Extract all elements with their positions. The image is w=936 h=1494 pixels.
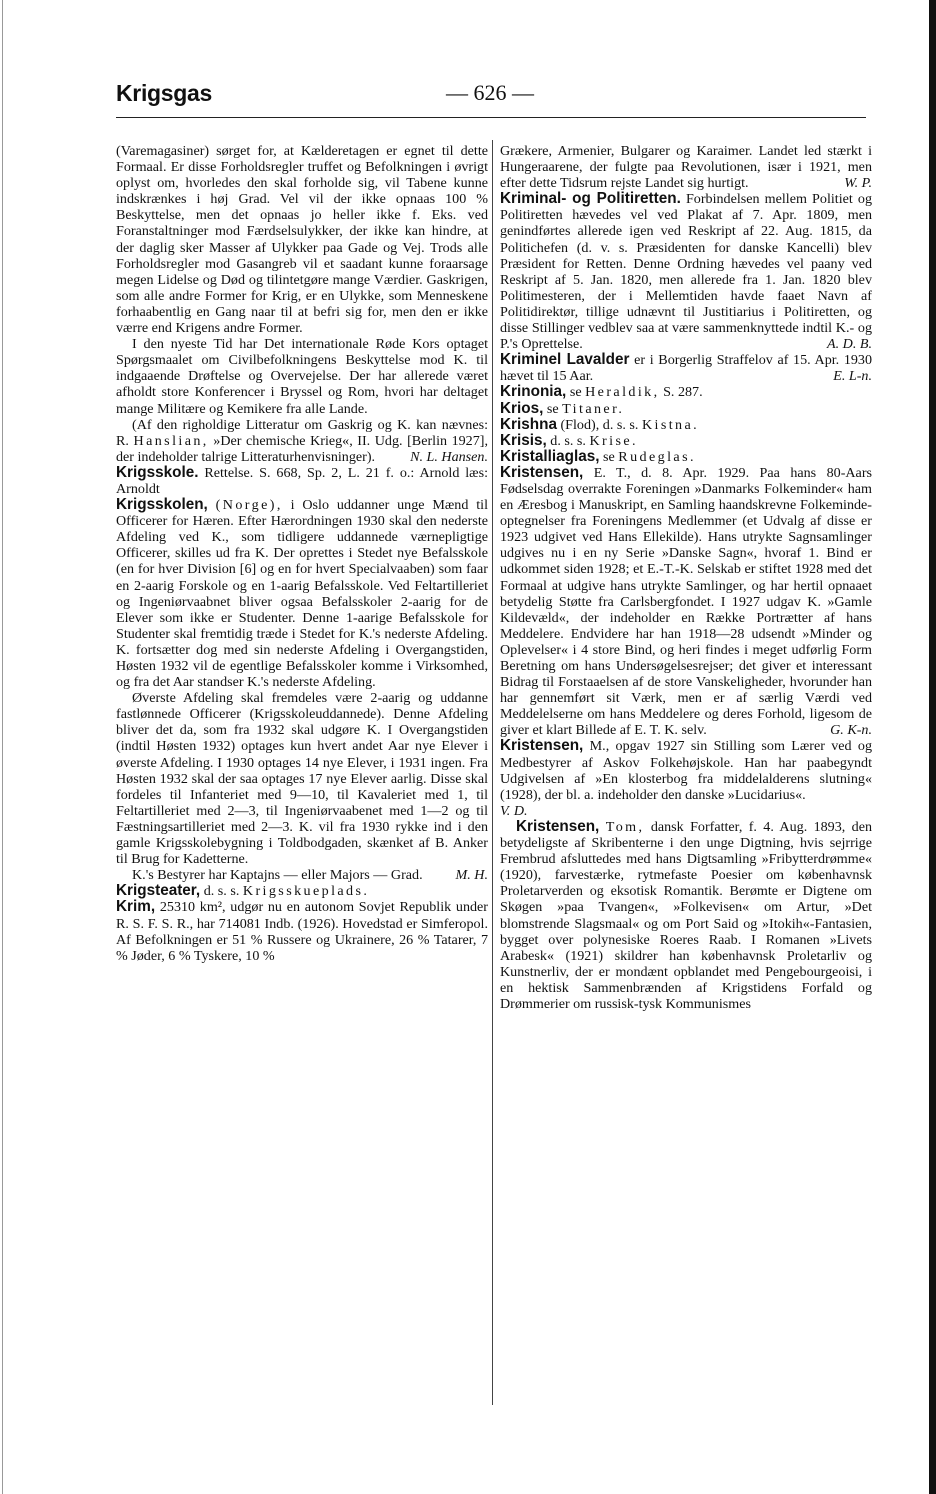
entry-text: Rettelse. S. 668, Sp. 2, L. 21 f. o.: Arnold læs: Arnoldt xyxy=(116,464,488,497)
right-column xyxy=(500,143,872,1012)
entry-kristalliaglas xyxy=(500,449,872,465)
headword: Krigsteater, xyxy=(116,882,201,900)
signature: G. K-n. xyxy=(830,722,872,739)
entry-text: se xyxy=(569,384,582,401)
signature: W. P. xyxy=(844,175,872,192)
paragraph: (Varemagasiner) sørget for, at Kælderetagen er egnet til dette Formaal. Er disse Forholdsregler truffet og Befolkningen i øvrigt oplyst om, hvorledes den skal forholde sig, vil Tabene kunne indskrænkes i høj Grad. Vel vil der ikke opnaas 100 % Beskyttelse, men det opnaas jo heller ikke f. Eks. ved Foranstaltninger mod Færdselsulykker, der ikke kan hindre, at der daglig sker Masser af Ulykker paa Gade og Vej. Trods alle Forholdsregler mod Gasangreb vil et saadant kunne foraarsage megen Lidelse og Død og tilintetgøre mange Værdier. Gaskrigen, som alle andre Former for Krig, er en Ulykke, som Menneskene forhaabentlig en Gang naar til at befri sig for, men den er ikke værre end Krigens andre Former. xyxy=(116,143,488,337)
entry-krigsteater xyxy=(116,883,488,899)
entry-kristensen-tom xyxy=(500,819,872,1012)
entry-kristensen-et xyxy=(500,465,872,739)
page-number: — 626 — xyxy=(446,80,534,105)
signature: E. L-n. xyxy=(833,368,872,385)
headword: Krigsskolen, xyxy=(116,496,208,514)
cross-reference: Kistna. xyxy=(641,416,700,433)
paragraph xyxy=(116,867,488,883)
cross-reference: Krigsskueplads. xyxy=(242,883,370,900)
scan-edge-right xyxy=(929,0,936,1494)
paragraph xyxy=(500,143,872,191)
entry-krigsskole xyxy=(116,465,488,497)
signature: V. D. xyxy=(500,802,528,819)
entry-text: dansk Forfatter, f. 4. Aug. 1893, den betydeligste af Skribenterne i den unge Digtning, hvis sejrrige Frembrud afsluttedes med hans Digtsamling »Fribytterdrømme« (1920), farvestærke, rytmefaste Poesier om københavnsk Proletarverden og eksotisk Romantik. Berømte er Digtene om Skøgen »paa Tvangen«, »Folkevisen« om Artur, »Det blomstrende Slagsmaal« og om Port Said og »Itokih«-Fantasien, bygget over polynesiske Roeres Raab. I Romanen »Livets Arabesk« (1921) skildrer han københavnsk Proletarliv og Kunstnerliv, der er mondænt opblandet med Pengebourgeoisi, i en hektisk Sammenbrænden af Krigstidens Forfald og Drømmerier om russisk-tysk Kommunismes xyxy=(500,818,873,1012)
headword: Kriminel Lavalder xyxy=(500,351,630,369)
spaced-text: (Norge), xyxy=(215,497,283,514)
headword: Krisis, xyxy=(500,431,547,449)
headword: Kristensen, xyxy=(500,463,584,481)
entry-kriminel-lavalder xyxy=(500,352,872,384)
entry-text: E. T., d. 8. Apr. 1929. Paa hans 80-Aars Fødselsdag overrakte Foreningen »Danmarks Folkeminder« ham en Æresbog i Manuskript, en Samling haandskrevne Folkeminde-optegnelser fra Foreningens Medlemmer (et Udvalg af disse er 1923 udgivet ved Hans Ellekilde). Hans utrykte Sagnsamlinger udgives nu i en ny Serie »Danske Sagn«, hvoraf 1. Bind er udkommet siden 1928; et E.-T.-K. Selskab er stiftet 1928 med det Formaal at udgive hans utrykte Samlinger, og har hertil opnaaet betydelig Støtte fra Carlsbergfondet. I 1927 udgav K. »Gamle Kildevæld«, der indeholder en Række Portrætter af hans Meddelere. Endvidere har han 1918—28 udsendt »Minder og Oplevelser« i 4 store Bind, og heri findes i meget udførlig Form Beretning om hans Undersøgelsesrejser; det giver et interessant Bidrag til Forstaaelsen af de store Vanskeligheder, hvorunder han har gennemført sit Værk, men er af særlig Værdi ved Meddelelserne om hans Meddelere og deres Forhold, ligesom de giver et klart Billede af E. T. K. selv. xyxy=(500,464,872,739)
headword: Kristalliaglas, xyxy=(500,447,600,465)
spaced-name: Tom, xyxy=(605,818,645,835)
paragraph: Øverste Afdeling skal fremdeles være 2-aarig og uddanne fastlønnede Officerer (Krigsskoleuddannede). Denne Afdeling bliver det da, som fra 1932 skal udgøre K. I Overgangstiden (indtil Høsten 1932) optages kun hvert andet Aar nye Elever i øverste Afdeling. I 1930 optages 14 nye Elever, i 1931 ingen. Fra Høsten 1932 skal der saa optages 17 nye Elever aarlig. Disse skal fordeles til Infanteriet med 9—10, til Kavaleriet med 1, til Feltartilleriet med 2—3, til Ingeniørvaabenet med 1—2 og til Fæstningsartilleriet med 2—3. K. vil fra 1930 rykke ind i den gamle Krigsskolebygning i Toldbodgaden, skænket af B. Anker til Brug for Kadetterne. xyxy=(116,690,488,868)
paragraph: I den nyeste Tid har Det internationale Røde Kors optaget Spørgsmaalet om Civilbefolkningens Beskyttelse mod K. til indgaaende Drøftelse og Overvejelse. Der har allerede været afholdt store Konferencer i Bryssel og Rom, hvori har deltaget mange Militære og Kemikere fra alle Lande. xyxy=(116,336,488,417)
cross-reference: Titaner. xyxy=(562,400,625,417)
headword: Krinonia, xyxy=(500,383,567,401)
entry-krinonia xyxy=(500,384,872,400)
entry-text: d. s. s. xyxy=(203,883,240,900)
entry-text: se xyxy=(546,400,559,417)
headword: Krios, xyxy=(500,399,544,417)
signature: N. L. Hansen. xyxy=(410,448,488,465)
entry-text: er i Borgerlig Straffelov af 15. Apr. 1930 hævet til 15 Aar. xyxy=(500,352,873,385)
text: (Af den righoldige Litteratur om Gaskrig og K. kan nævnes: R. xyxy=(116,416,488,449)
signature: A. D. B. xyxy=(826,336,872,353)
header-rule xyxy=(116,117,866,118)
entry-krim xyxy=(116,899,488,963)
signature: M. H. xyxy=(455,867,488,884)
entry-kristensen-m xyxy=(500,738,872,802)
entry-kriminal-og-politiretten xyxy=(500,191,872,352)
page-header xyxy=(116,76,866,114)
entry-text: 25310 km², udgør nu en autonom Sovjet Republik under R. S. F. S. R., har 714081 Indb. (1926). Hovedstad er Simferopol. Af Befolkningen er 51 % Russere og Ukrainere, 26 % Tatarer, 7 % Jøder, 6 % Tyskere, 10 % xyxy=(116,899,489,964)
author-name: Hanslian, xyxy=(133,432,209,449)
text: Grækere, Armenier, Bulgarer og Karaimer. Landet led stærkt i Hungeraarene, der fulgte paa Revolutionen, især i 1921, men efter dette Tidsrum rejste Landet sig hurtigt. xyxy=(500,143,872,192)
headword: Krim, xyxy=(116,898,156,916)
entry-text: i Oslo uddanner unge Mænd til Officerer for Hæren. Efter Hærordningen 1930 skal den nederste Afdeling ved K., som tidligere uddannede værnepligtige Officerer, skilles ud fra K. Der oprettes i Stedet nye Befalsskole (en for hver Division [6] og en for hvert Specialvaaben) som faar en 2-aarig Forskole og en 1-aarig Befalsskole. Ved Feltartilleriet og Ingeniørvaabnet bliver ogsaa Befalsskoler 2-aarig for de Elever som ikke er Studenter. Denne 1-aarige Befalsskole for Studenter skal fremtidig træde i Stedet for K.'s nederste Afdeling. K. fortsætter dog med sin nederste Afdeling i Overgangstiden, Høsten 1932 vil de egentlige Befalsskoler komme i Virksomhed, og fra det Aar standser K.'s nederste Afdeling. xyxy=(116,497,488,691)
cross-reference: Krise. xyxy=(589,432,638,449)
headword: Krishna xyxy=(500,415,557,433)
entry-text: M., opgav 1927 sin Stilling som Lærer ved og Medbestyrer af Askov Folkehøjskole. Han har paabegyndt Udgivelsen af »En klosterbog fra middelalderens slutning« (1928), der bl. a. indeholder den danske »Lucidarius«. xyxy=(500,738,872,803)
scan-edge-left xyxy=(2,0,3,1494)
entry-krigsskolen xyxy=(116,497,488,690)
running-head: Krigsgas xyxy=(116,80,213,106)
text: K.'s Bestyrer har Kaptajns — eller Majors — Grad. xyxy=(132,867,423,884)
headword: Kristensen, xyxy=(500,737,584,755)
entry-krishna xyxy=(500,417,872,433)
entry-text: S. 287. xyxy=(663,384,703,401)
entry-text: d. s. s. xyxy=(550,432,586,449)
entry-text: se xyxy=(603,448,615,465)
entry-text: Forbindelsen mellem Politiet og Politiretten hævedes vel ved Plakat af 7. Apr. 1809, men genindførtes allerede igen ved Reskript af 22. Aug. 1815, da Politichefen (d. v. s. Præsidenten for danske Kancelli) blev Præsident for Retten. Denne Ordning hævedes vel paany ved Reskript af 5. Jan. 1820, men allerede fra 1. Jan. 1820 blev Politimesteren, der i Mellemtiden havde faaet Navn af Politidirektør, tillige udnævnt til Justitiarius i Politiretten, og disse Stillinger vedblev saa at være sammenknyttede indtil K.- og P.'s Oprettelse. xyxy=(500,191,872,353)
headword: Krigsskole. xyxy=(116,463,199,481)
cross-reference: Rudeglas. xyxy=(618,448,696,465)
headword: Kriminal- og Politiretten. xyxy=(500,190,681,208)
entry-text: (Flod), d. s. s. xyxy=(560,416,639,433)
text: »Der chemische Krieg«, II. Udg. [Berlin 1927], der indeholder talrige Litteraturhenvisninger). xyxy=(116,432,488,465)
left-column xyxy=(116,143,488,964)
column-divider xyxy=(492,140,493,1405)
entry-krisis xyxy=(500,433,872,449)
paragraph xyxy=(116,417,488,465)
entry-krios xyxy=(500,401,872,417)
cross-reference: Heraldik, xyxy=(585,384,660,401)
headword: Kristensen, xyxy=(516,817,600,835)
